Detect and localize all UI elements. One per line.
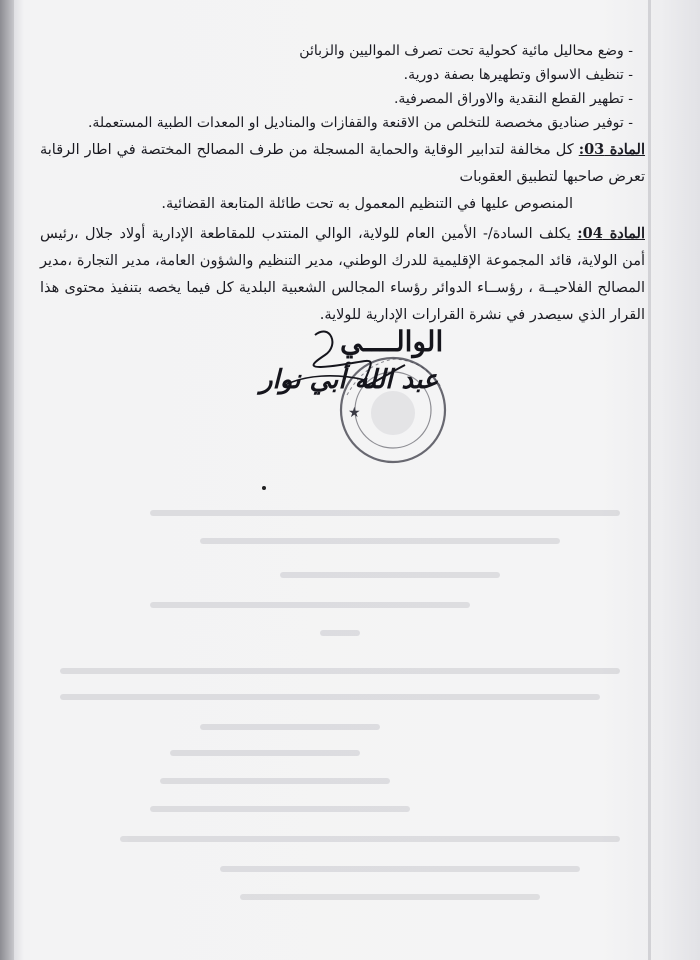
page-edge-shadow (0, 0, 14, 960)
bullet-list (40, 40, 645, 134)
bullet-item: - وضع محاليل مائية كحولية تحت تصرف المواليين والزبائن (299, 43, 633, 59)
signatory-name: عبد الله أبي نوار (260, 365, 439, 395)
article-3 (40, 136, 645, 218)
signature-block (245, 325, 475, 470)
signatory-title: الوالــــي (340, 325, 444, 358)
article-4-text: يكلف السادة/- الأمين العام للولاية، الوالي المنتدب للمقاطعة الإدارية أولاد جلال ،رئيس أمن الولاية، قائد المجموعة الإقليمية للدرك الوطني، مدير التنظيم والشؤون العامة، مدير التجارة ،مدير المصالح الفلاحيــة ، رؤســاء الدوائر رؤساء المجالس الشعبية البلدية كل فيما يخصه بتنفيذ محتوى هذا القرار الذي سيصدر في نشرة القرارات الإدارية للولاية. (40, 226, 645, 323)
bullet-item: - توفير صناديق مخصصة للتخلص من الاقنعة والقفازات والمناديل او المعدات الطبية المستعملة. (87, 115, 633, 131)
article-4-heading: المادة 04: (577, 225, 645, 242)
bullet-item: - تطهير القطع النقدية والاوراق المصرفية. (393, 91, 633, 107)
article-3-text-line-1: كل مخالفة لتدابير الوقاية والحماية المسجلة من طرف المصالح المختصة في اطار الرقابة تعرض صاحبها لتطبيق العقوبات (40, 142, 645, 185)
document-body (40, 40, 645, 329)
bullet-item: - تنظيف الاسواق وتطهيرها بصفة دورية. (403, 67, 633, 83)
page-fold-line (648, 0, 651, 960)
seal-star-icon: ★ (348, 405, 361, 421)
seal-center (371, 391, 415, 435)
article-4 (40, 220, 645, 329)
bleed-through-text (40, 480, 620, 940)
article-3-heading: المادة 03: (578, 141, 646, 158)
article-3-text-line-2: المنصوص عليها في التنظيم المعمول به تحت طائلة المتابعة القضائية. (161, 196, 573, 212)
